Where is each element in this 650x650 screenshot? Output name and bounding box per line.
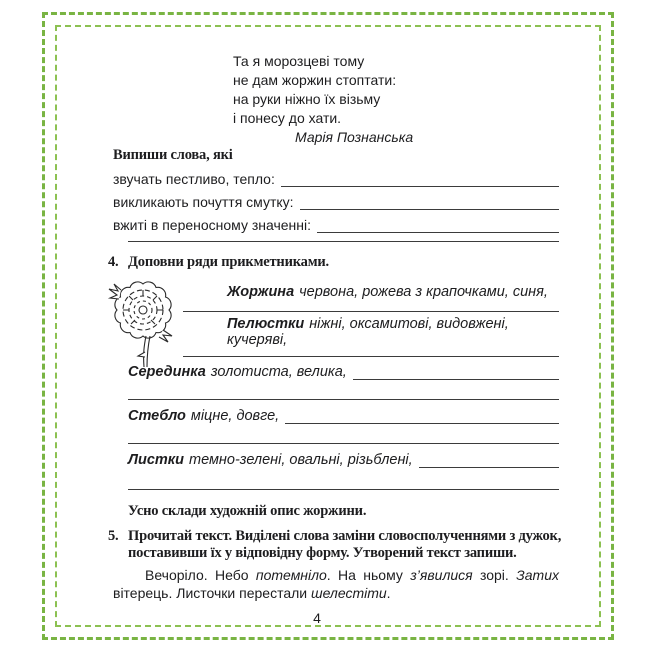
exercise-number: 4. [108,254,119,270]
copy-task-row [113,187,559,210]
answer-line [300,208,559,210]
adjective-row [227,315,559,348]
poem-line: і понесу до хати. [233,110,342,126]
dahlia-flower-illustration [105,280,185,370]
answer-line [183,356,559,357]
highlighted-word: шелестіти [310,584,387,601]
answer-line [281,185,559,187]
copy-task-row [113,164,559,187]
exercise-title-line: Прочитай текст. Виділені слова заміни словосполученнями з дужок, [128,527,562,544]
exercise5-text [113,566,559,602]
exercise-number: 5. [108,527,119,544]
copy-task-row [113,210,559,233]
copy-task-intro: Випиши слова, які [113,147,233,163]
adjective-list: міцне, довге, [190,407,280,424]
term-label: Листки [128,451,184,468]
term-label: Пелюстки [227,315,305,332]
adjective-list: червона, рожева з крапочками, синя, [299,283,548,300]
poem-line: на руки ніжно їх візьму [233,91,381,107]
adjective-row [128,402,559,424]
answer-line [183,311,559,312]
answer-line [419,466,559,468]
answer-line [128,443,559,444]
answer-line [128,489,559,490]
term-label: Стебло [128,407,186,424]
poem-line: не дам жоржин стоптати: [233,72,397,88]
adjective-list: темно-зелені, овальні, різьблені, [188,451,413,468]
copy-task-label: викликають почуття смутку: [113,194,294,210]
copy-task-label: звучать пестливо, тепло: [113,171,275,187]
poem-line: Та я морозцеві тому [233,53,365,69]
oral-task: Усно склади художній опис жоржини. [128,502,367,519]
answer-line [128,399,559,400]
adjective-list: золотиста, велика, [210,363,347,380]
page-content [75,45,562,626]
answer-line [128,241,559,242]
adjective-row [128,446,559,468]
term-label: Жоржина [227,283,295,300]
adjective-row [227,280,559,304]
exercise4-heading [108,254,559,272]
exercise4-flower-rows [75,280,559,356]
poem-author: Марія Познанська [295,129,414,145]
exercise-title-line: поставивши їх у відповідну форму. Утворений текст запиши. [128,545,517,561]
adjective-list: ніжні, оксамитові, видовжені, кучеряві, [227,315,509,348]
exercise-title: Доповни ряди прикметниками. [128,254,329,270]
answer-line [353,378,559,380]
term-label: Серединка [128,363,206,380]
answer-line [317,231,559,233]
highlighted-word: з’явилися [410,566,473,583]
text-segment: Вечоріло. Небо [145,566,256,583]
answer-line [285,422,559,424]
text-segment: . [386,584,391,601]
text-segment: зорі. [472,566,517,583]
poem-block [233,52,559,146]
highlighted-word: Затих [516,566,559,583]
highlighted-word: потемніло [255,566,327,583]
copy-task-label: вжиті в переносному значенні: [113,217,312,233]
text-segment: вітерець. Листочки перестали [113,584,311,601]
exercise5-heading [108,527,562,563]
page-number: 4 [313,609,321,626]
adjective-row [128,358,559,380]
text-segment: . На ньому [326,566,411,583]
